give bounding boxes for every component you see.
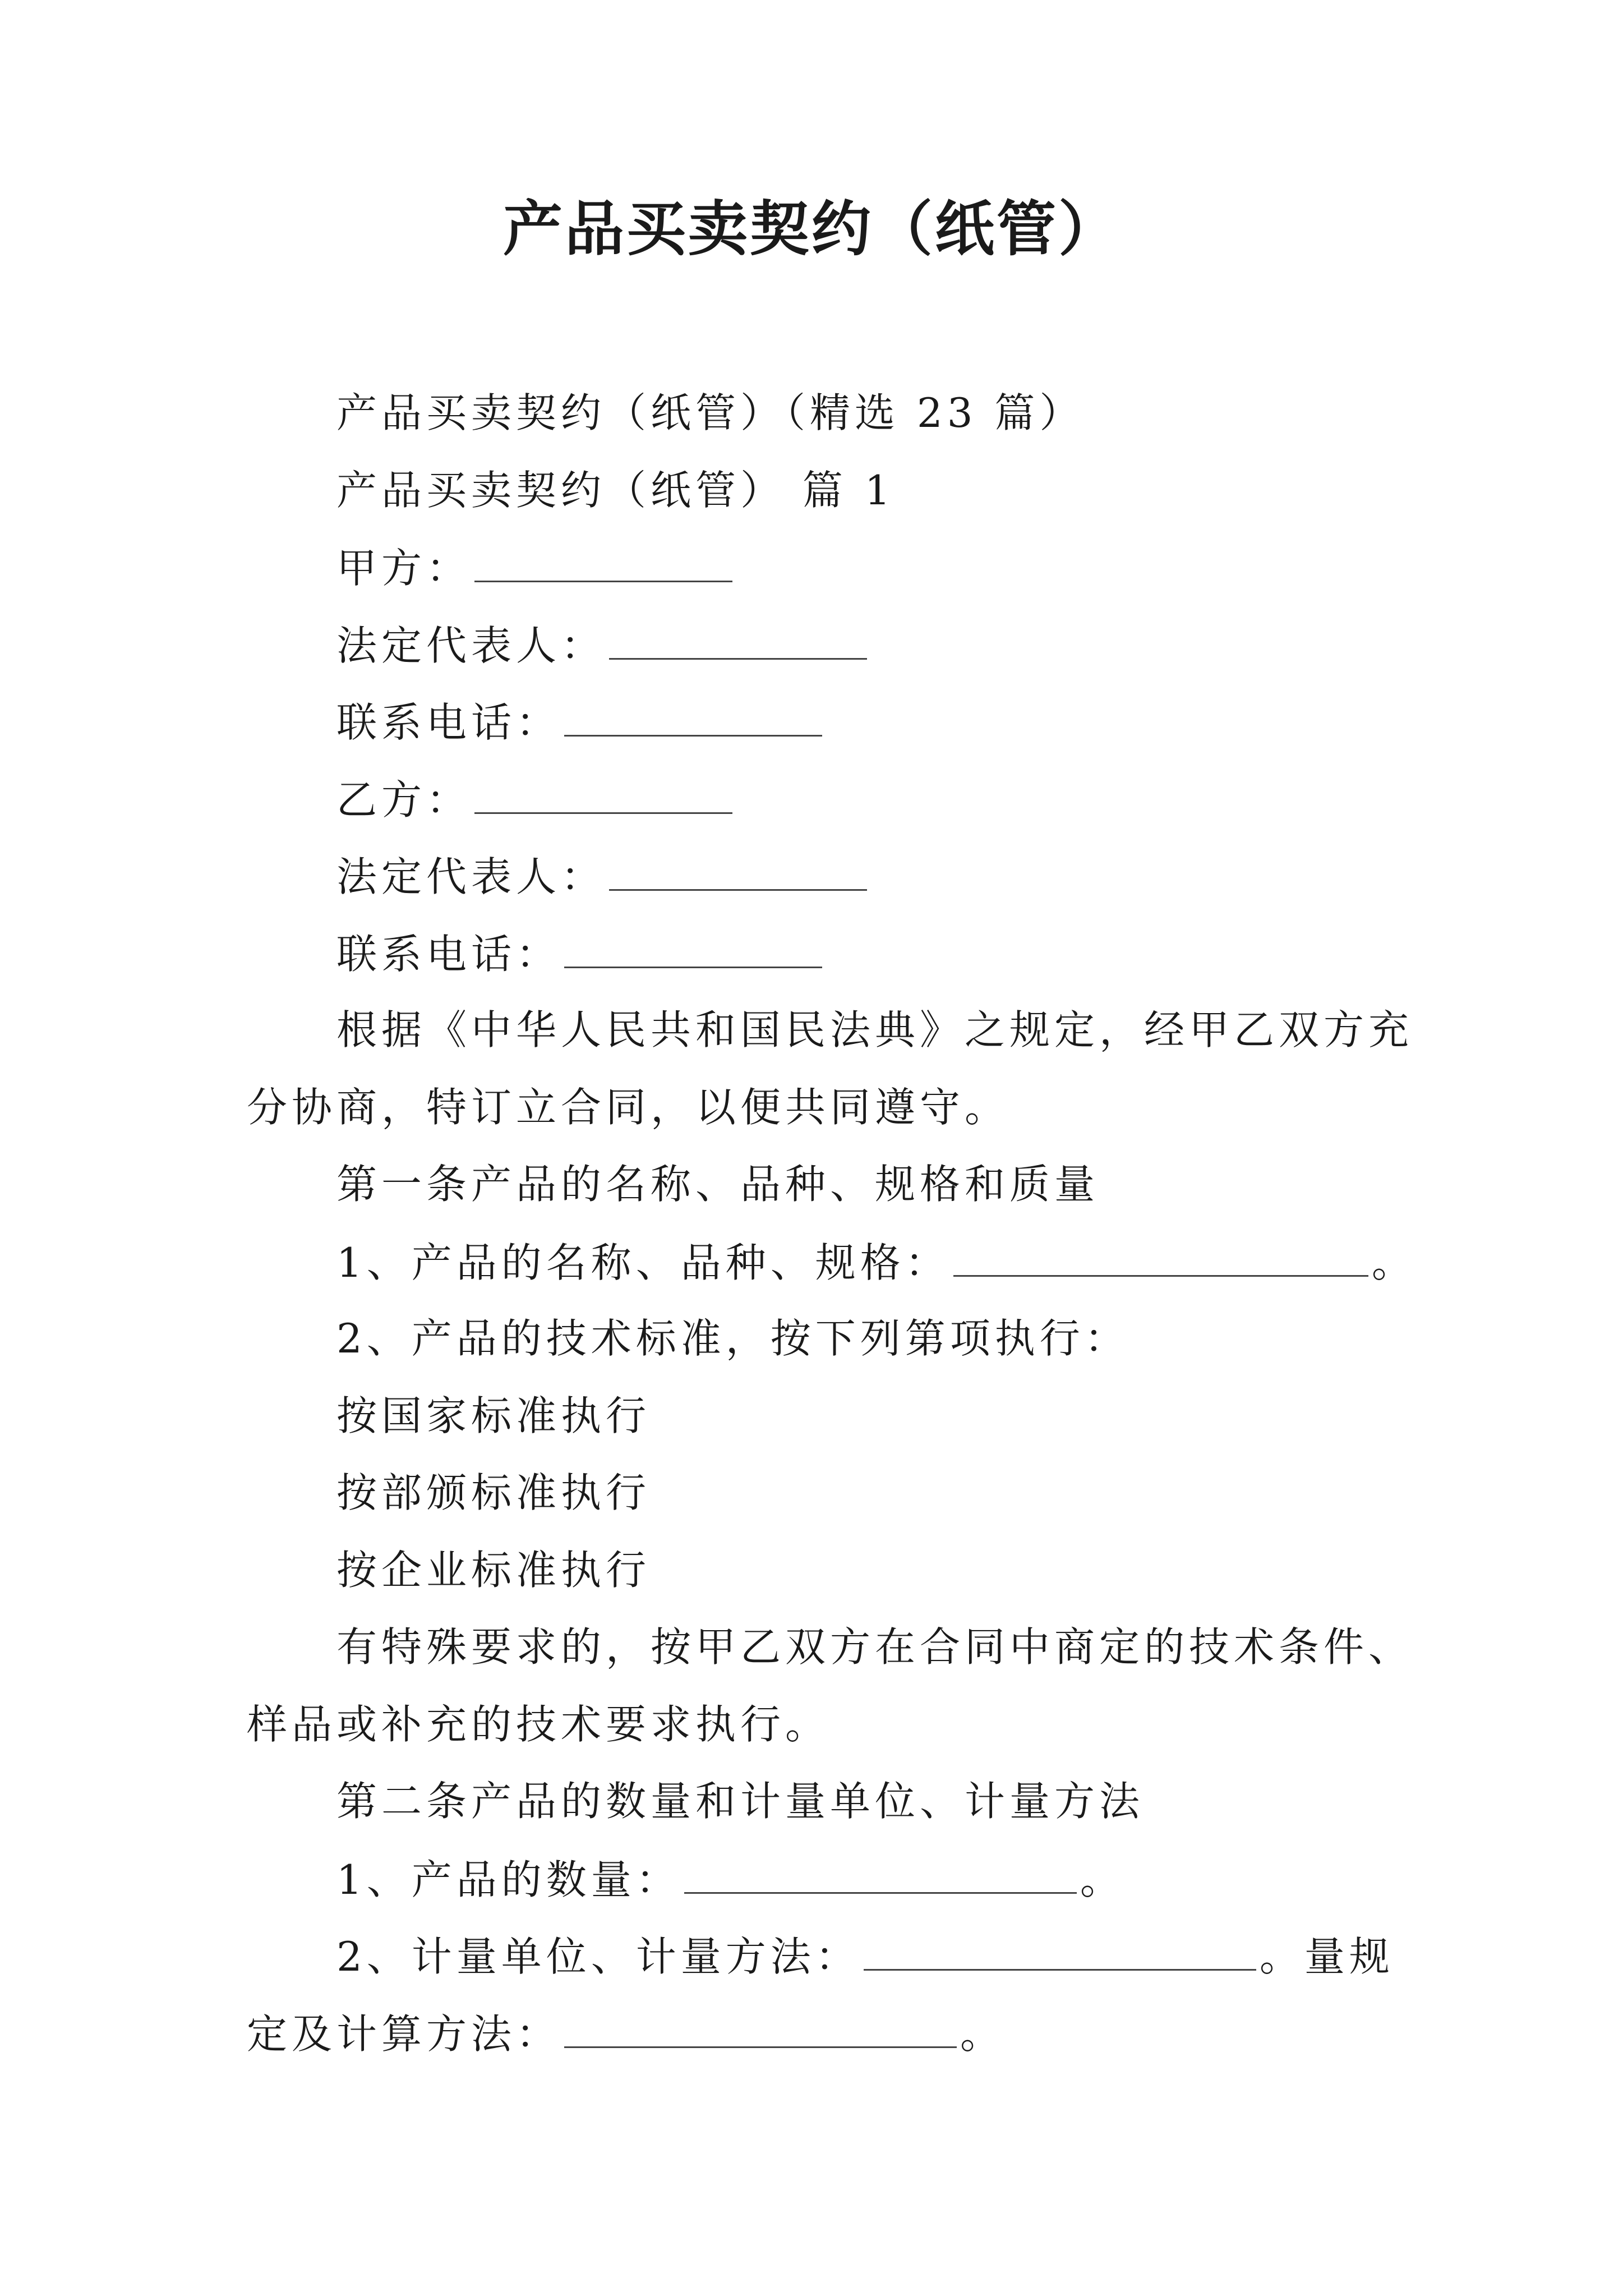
party-b-phone-label: 联系电话： <box>336 931 561 978</box>
article-2-item-1-end: 。 <box>1080 1856 1125 1903</box>
special-line-2: 样品或补充的技术要求执行。 <box>247 1701 831 1748</box>
article-2-item-1-blank <box>684 1858 1077 1894</box>
special-line-1: 有特殊要求的，按甲乙双方在合同中商定的技术条件、 <box>336 1623 1414 1671</box>
article-2-item-2-label: 2、计量单位、计量方法： <box>336 1933 860 1980</box>
party-a-row <box>336 545 736 592</box>
party-a-rep-blank <box>609 624 867 660</box>
article-2-item-1-label: 1、产品的数量： <box>336 1856 681 1903</box>
article-2-item-2-end: 。量规 <box>1259 1933 1394 1980</box>
party-b-blank <box>474 779 732 814</box>
article-2-item-2-blank <box>864 1935 1256 1971</box>
article-1-item-1 <box>336 1239 1417 1286</box>
document-subtitle: 产品买卖契约（纸管）（精选 23 篇） <box>336 389 1085 436</box>
party-a-phone-label: 联系电话： <box>336 699 561 746</box>
party-a-rep-label: 法定代表人： <box>336 622 606 669</box>
article-2-item-2-line-2 <box>247 2010 1006 2058</box>
party-a-rep-row <box>336 622 870 669</box>
party-a-blank <box>474 547 732 582</box>
article-1-item-1-end: 。 <box>1371 1239 1417 1286</box>
party-b-label: 乙方： <box>336 776 472 823</box>
party-b-row <box>336 776 736 823</box>
party-b-phone-row <box>336 931 826 978</box>
party-a-label: 甲方： <box>336 545 472 592</box>
party-a-phone-blank <box>564 701 822 737</box>
article-1-item-1-label: 1、产品的名称、品种、规格： <box>336 1239 950 1286</box>
party-b-rep-blank <box>609 855 867 891</box>
article-1-item-1-blank <box>953 1241 1368 1277</box>
article-2-item-2-line-2-blank <box>564 2013 957 2048</box>
article-2-heading: 第二条产品的数量和计量单位、计量方法 <box>336 1778 1145 1825</box>
party-b-rep-row <box>336 853 870 900</box>
article-1-item-2: 2、产品的技术标准，按下列第项执行： <box>336 1315 1129 1362</box>
party-b-rep-label: 法定代表人： <box>336 853 606 900</box>
intro-line-2: 分协商，特订立合同，以便共同遵守。 <box>247 1084 1010 1131</box>
article-2-item-2 <box>336 1933 1394 1980</box>
standard-ministry: 按部颁标准执行 <box>336 1469 651 1516</box>
article-2-item-1 <box>336 1856 1125 1903</box>
party-b-phone-blank <box>564 933 822 968</box>
intro-line-1: 根据《中华人民共和国民法典》之规定，经甲乙双方充 <box>336 1006 1414 1053</box>
standard-enterprise: 按企业标准执行 <box>336 1547 651 1594</box>
article-1-heading: 第一条产品的名称、品种、规格和质量 <box>336 1161 1100 1208</box>
article-2-item-2-line-2-end: 。 <box>960 2010 1006 2058</box>
section-heading: 产品买卖契约（纸管） 篇 1 <box>336 467 895 514</box>
document-title: 产品买卖契约（纸管） <box>503 194 1120 264</box>
standard-national: 按国家标准执行 <box>336 1392 651 1439</box>
party-a-phone-row <box>336 699 826 746</box>
article-2-item-2-line-2-label: 定及计算方法： <box>247 2010 561 2058</box>
